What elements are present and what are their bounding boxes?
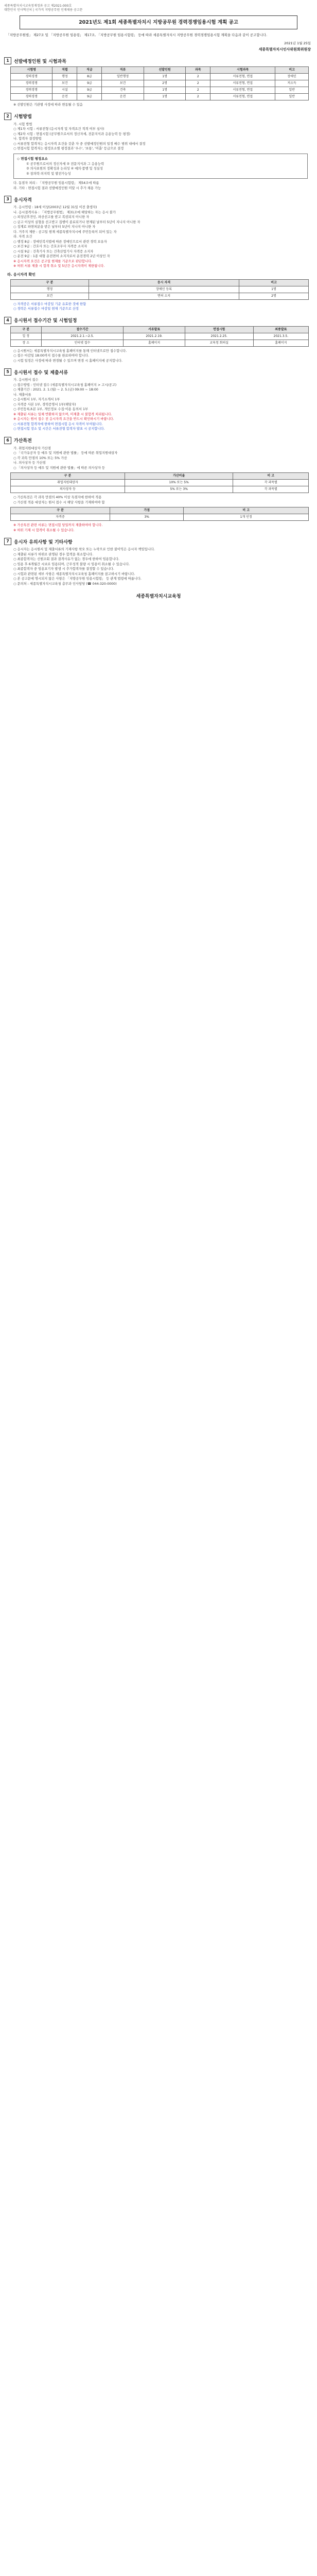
table-cell: 1개 인정 bbox=[184, 514, 309, 521]
text-line: ○ 각 과목 만점의 10% 또는 5% 가산 bbox=[13, 456, 67, 460]
table-header-cell: 가산비율 bbox=[125, 473, 233, 480]
table-cell: 1명 bbox=[144, 94, 185, 100]
section-6-lines bbox=[4, 446, 313, 471]
table-header-cell: 비 고 bbox=[184, 507, 309, 514]
text-line: ※ 허위 기재 시 합격이 취소될 수 있습니다. bbox=[13, 528, 75, 532]
table-header-cell: 선발인원 bbox=[144, 67, 185, 74]
table-header-cell: 구 분 bbox=[11, 507, 110, 514]
table-header-cell: 시험과목 bbox=[210, 67, 275, 74]
selection-note: ※ 선발인원은 기관별 사정에 따라 변동될 수 있음 bbox=[13, 103, 83, 107]
eligibility-table bbox=[10, 279, 309, 300]
table-cell: 저소득 bbox=[275, 80, 309, 87]
table-cell: 각 과목별 bbox=[233, 480, 309, 486]
table-cell: 2021.2.25. bbox=[185, 333, 253, 340]
text-line: ○ 접수 마감일 18:00까지 접수를 완료하여야 합니다. bbox=[13, 354, 90, 358]
table-cell: 각 과목별 bbox=[233, 486, 309, 493]
section-4-title: 응시원서 접수기간 및 시험일정 bbox=[14, 318, 77, 324]
interview-criteria-box bbox=[13, 154, 308, 179]
text-line: ○ 응시원서 1부, 자기소개서 1부 bbox=[13, 398, 60, 401]
table-cell: 2 bbox=[186, 80, 210, 87]
table-cell: 2 bbox=[186, 74, 210, 80]
table-cell: 9급 bbox=[77, 80, 102, 87]
issuing-org: 세종특별자치시인사위원회위원장 bbox=[258, 47, 311, 52]
table-cell: 일반행정 bbox=[102, 74, 144, 80]
section-3-heading bbox=[4, 196, 313, 203]
selection-table bbox=[10, 66, 309, 100]
table-cell: 교육청 회의실 bbox=[185, 340, 253, 346]
table-row bbox=[11, 286, 309, 293]
text-line: 나. 제출서류 bbox=[13, 393, 31, 397]
table-header-cell: 구 분 bbox=[11, 326, 42, 333]
section-3-number: 3 bbox=[4, 196, 11, 203]
table-row bbox=[11, 333, 309, 340]
text-line: 나. 응시결격사유 : 「지방공무원법」 제31조에 해당하는 자는 응시 불가 bbox=[13, 210, 116, 214]
table-cell: 2명 bbox=[239, 293, 308, 299]
table-cell: 면허 소지 bbox=[89, 293, 239, 299]
text-line: ※ 응시자격 요건은 공고일 현재를 기준으로 판단합니다. bbox=[13, 259, 93, 263]
table-cell: 의사상자 등 bbox=[11, 486, 125, 493]
text-line: ○ 시험과 관련된 세부 사항은 세종특별자치시교육청 홈페이지를 참고하시기 바랍니다. bbox=[13, 572, 135, 576]
text-line: ○ 피성년후견인, 파산선고를 받고 복권되지 아니한 자 bbox=[13, 215, 90, 219]
text-line: ○ 징계로 파면처분을 받은 날부터 5년이 지나지 아니한 자 bbox=[13, 225, 96, 229]
text-line: ○ 보건 9급 : 간호사 또는 간호조무사 자격증 소지자 bbox=[13, 245, 87, 248]
text-line: ○ 행정 8급 : 장애인복지법에 따른 장애인으로서 관련 경력 보유자 bbox=[13, 240, 107, 244]
bonus-sub-table bbox=[10, 507, 309, 521]
table-cell: 9급 bbox=[77, 94, 102, 100]
text-line: ○ 자격증 사본 1부, 경력증명서 1부(해당자) bbox=[13, 402, 76, 406]
section-3-subtitle: 라. 응시자격 확인 bbox=[7, 272, 36, 277]
section-5-heading bbox=[4, 368, 313, 376]
text-line: 가. 취업지원대상자 가산점 bbox=[13, 446, 51, 450]
text-line: 가. 응시연령 : 18세 이상(2003년 12월 31일 이전 출생자) bbox=[13, 206, 97, 209]
section-4-lines bbox=[4, 349, 313, 364]
text-line: ⑤ 창의력·의지력 및 발전가능성 bbox=[26, 172, 71, 176]
table-cell: 홈페이지 bbox=[124, 340, 185, 346]
table-row bbox=[11, 293, 309, 299]
table-cell: 2 bbox=[186, 87, 210, 94]
table-header-cell: 시험명 bbox=[11, 67, 52, 74]
table-header-cell: 과목 bbox=[186, 67, 210, 74]
section-1 bbox=[4, 57, 313, 108]
section-2-heading bbox=[4, 113, 313, 120]
table-header-cell: 접수기간 bbox=[41, 326, 124, 333]
section-6-tail bbox=[4, 495, 313, 505]
section-2-lines bbox=[4, 122, 313, 151]
text-line: ① 공무원으로서의 정신자세 ② 전문지식과 그 응용능력 bbox=[26, 162, 104, 166]
text-line: ※ 허위 서류 제출 시 합격 취소 및 5년간 응시자격이 제한됩니다. bbox=[13, 264, 105, 268]
table-cell: 운전 bbox=[102, 94, 144, 100]
table-row bbox=[11, 94, 309, 100]
text-line: ○ 서류전형 합격자는 응시자격 요건을 갖춘 자 중 선발예정인원의 일정 배수 범위 내에서 결정 bbox=[13, 142, 146, 146]
section-5-number: 5 bbox=[4, 368, 11, 376]
section-5-warnings bbox=[4, 412, 313, 422]
table-header-cell: 직류 bbox=[102, 67, 144, 74]
table-cell: 취업지원대상자 bbox=[11, 480, 125, 486]
table-row bbox=[11, 514, 309, 521]
notice-title: 2021년도 제1회 세종특별자치시 지방공무원 경력경쟁임용시험 계획 공고 bbox=[79, 20, 238, 25]
section-7-lines bbox=[4, 547, 313, 586]
table-header-cell: 서류발표 bbox=[124, 326, 185, 333]
table-cell: 인터넷 접수 bbox=[41, 340, 124, 346]
schedule-table bbox=[10, 326, 309, 347]
text-line: 가. 시험 방법 bbox=[13, 122, 32, 126]
table-cell: 서류전형, 면접 bbox=[210, 94, 275, 100]
section-1-number: 1 bbox=[4, 57, 11, 64]
text-line: ○ 시험 일정은 사정에 따라 변경될 수 있으며 변경 시 홈페이지에 공지합니다. bbox=[13, 359, 122, 363]
section-7-heading bbox=[4, 538, 313, 545]
section-1-title: 선발예정인원 및 시험과목 bbox=[14, 59, 66, 64]
section-6-warnings bbox=[4, 523, 313, 533]
table-cell: 시설 bbox=[52, 87, 77, 94]
text-line: ○ 시설 9급 : 건축기사 또는 건축산업기사 자격증 소지자 bbox=[13, 249, 94, 253]
table-header-cell: 최종발표 bbox=[253, 326, 308, 333]
table-cell: 경력경쟁 bbox=[11, 87, 52, 94]
section-5-notes bbox=[4, 422, 313, 432]
text-line: ○ 제출기간 : 2021. 2. 1.(월) ~ 2. 5.(금) 09:00 ~ 18:00 bbox=[13, 388, 98, 392]
header-line-2: 대한민국 인사혁신처 | 국가직 지방공무원 인재채용 공고문 bbox=[4, 8, 83, 12]
section-4 bbox=[4, 317, 313, 364]
section-6-title: 가산특전 bbox=[14, 438, 32, 444]
text-line: ○ 「의사상자 등 예우 및 지원에 관한 법률」에 따른 의사상자 등 bbox=[13, 466, 105, 470]
table-cell: 서류전형, 면접 bbox=[210, 87, 275, 94]
text-line: ○ 자격증은 서류접수 마감일 기준 유효한 것에 한함 bbox=[13, 302, 86, 306]
text-line: ○ 제출된 서류가 허위로 판명된 경우 합격을 취소합니다. bbox=[13, 552, 94, 556]
table-row bbox=[11, 480, 309, 486]
text-line: 다. 거주지 제한 : 공고일 현재 세종특별자치시에 주민등록이 되어 있는 자 bbox=[13, 230, 117, 234]
table-cell: 1명 bbox=[144, 74, 185, 80]
text-line: ※ 가산특전 관련 서류는 면접시험 당일까지 제출하여야 합니다. bbox=[13, 523, 103, 527]
text-line: ※ 제출된 서류는 일체 반환하지 않으며, 미제출 시 불합격 처리됩니다. bbox=[13, 412, 112, 416]
section-5-title: 응시원서 접수 및 제출서류 bbox=[14, 370, 68, 376]
section-1-heading bbox=[4, 57, 313, 64]
text-line: ○ 서류전형 합격자에 한하여 면접시험 응시 자격이 부여됩니다. bbox=[13, 422, 103, 426]
text-line: ○ 금고 이상의 실형을 선고받고 집행이 종료되거나 면제된 날부터 5년이 지나지 아니한 자 bbox=[13, 220, 140, 224]
section-2-tail bbox=[4, 181, 313, 191]
text-line: ※ 응시자는 원서 접수 전 응시자격 요건을 반드시 확인하시기 바랍니다. bbox=[13, 417, 114, 421]
table-cell: 장 소 bbox=[11, 340, 42, 346]
text-line: ○ 제2차 시험 : 면접시험 (공무원으로서의 정신자세, 전문지식과 응용능력 등 평정) bbox=[13, 132, 131, 136]
intro-text: 「지방공무원법」 제27조 및 「지방공무원 임용령」 제17조, 「지방공무원 임용시험령」 등에 따라 세종특별자치시 지방공무원 경력경쟁임용시험 계획을 다음과 같이 공고합니다. bbox=[6, 33, 268, 37]
table-row bbox=[11, 74, 309, 80]
table-cell: 2021.2.1.~2.5. bbox=[41, 333, 124, 340]
table-cell: 8급 bbox=[77, 74, 102, 80]
table-cell: 서류전형, 면접 bbox=[210, 80, 275, 87]
text-line: ○ 접수방법 : 인터넷 접수 (세종특별자치시교육청 홈페이지 > 고시/공고) bbox=[13, 383, 117, 387]
section-6 bbox=[4, 437, 313, 533]
section-7 bbox=[4, 538, 313, 586]
table-cell: 9급 bbox=[77, 87, 102, 94]
text-line: ○ 면접시험 합격자는 평정요소별 평정결과 '우수', '보통', '미흡' 등급으로 결정 bbox=[13, 147, 124, 150]
table-cell: 자격증 bbox=[11, 514, 110, 521]
table-cell: 1명 bbox=[239, 286, 308, 293]
section-3 bbox=[4, 196, 313, 312]
section-5 bbox=[4, 368, 313, 432]
text-line: ○ 임용 후 6개월간 시보로 임용되며, 근무성적 불량 시 임용이 취소될 수 있습니다. bbox=[13, 562, 130, 566]
interview-criteria-list bbox=[17, 162, 304, 177]
text-line: ○ 응시자는 응시원서 및 제출서류의 기재사항 착오 또는 누락으로 인한 불이익은 응시자 책임입니다. bbox=[13, 548, 155, 551]
table-cell: 행정 bbox=[11, 286, 89, 293]
table-cell: 운전 bbox=[52, 94, 77, 100]
section-5-lines bbox=[4, 378, 313, 412]
table-cell: 10% 또는 5% bbox=[125, 480, 233, 486]
text-line: ○ 본 공고문에 명시되지 않은 사항은 「지방공무원 임용시험령」 등 관계 법령에 따릅니다. bbox=[13, 577, 142, 581]
table-header-cell: 직렬 bbox=[52, 67, 77, 74]
section-3-notes bbox=[4, 302, 313, 312]
text-line: 나. 의사상자 등 가산점 bbox=[13, 461, 46, 465]
text-line: ○ 가산특전은 각 과목 만점의 40% 이상 득점자에 한하여 적용 bbox=[13, 496, 102, 499]
text-line: ○ 면접시험 장소 및 시간은 서류전형 합격자 발표 시 공지합니다. bbox=[13, 427, 105, 431]
table-cell: 경력경쟁 bbox=[11, 94, 52, 100]
table-header-cell: 가점 bbox=[110, 507, 184, 514]
interview-criteria-title: ◇ 면접시험 평정요소 bbox=[17, 156, 48, 161]
text-line: ○ 최종합격자 중 임용포기자 발생 시 추가합격자를 결정할 수 있습니다. bbox=[13, 567, 114, 571]
table-cell: 일반 bbox=[275, 94, 309, 100]
table-cell: 홈페이지 bbox=[253, 340, 308, 346]
text-line: ○ 응시원서는 세종특별자치시교육청 홈페이지를 통해 인터넷으로만 접수합니다. bbox=[13, 349, 127, 353]
section-3-lines bbox=[4, 205, 313, 259]
table-cell: 2명 bbox=[144, 80, 185, 87]
table-cell: 일 정 bbox=[11, 333, 42, 340]
notice-date: 2021년 1월 25일 bbox=[284, 41, 311, 45]
text-line: ○ 「국가유공자 등 예우 및 지원에 관한 법률」 등에 따른 취업지원대상자 bbox=[13, 451, 118, 455]
header-line-1: 세종특별자치시교육청재정과 공고 제2021-000호 bbox=[4, 4, 72, 8]
text-line: ○ 제1차 시험 : 서류전형 (응시자격 및 자격요건 적격 여부 심사) bbox=[13, 127, 104, 131]
section-2 bbox=[4, 113, 313, 191]
table-cell: 보건 bbox=[52, 80, 77, 87]
bonus-table bbox=[10, 472, 309, 493]
table-cell: 보건 bbox=[102, 80, 144, 87]
table-cell: 5% 또는 3% bbox=[125, 486, 233, 493]
text-line: ③ 의사표현의 정확성과 논리성 ④ 예의·품행 및 성실성 bbox=[26, 167, 103, 171]
notice-page bbox=[4, 0, 313, 599]
text-line: 가. 응시원서 접수 bbox=[13, 378, 39, 382]
section-6-number: 6 bbox=[4, 437, 11, 444]
text-line: 라. 기타 : 면접시험 결과 선발예정인원 미달 시 추가 채용 가능 bbox=[13, 186, 101, 190]
table-cell: 2021.2.19. bbox=[124, 333, 185, 340]
section-3-warnings bbox=[4, 259, 313, 269]
table-cell: 경력경쟁 bbox=[11, 74, 52, 80]
table-cell: 2021.3.5. bbox=[253, 333, 308, 340]
table-cell: 3% bbox=[110, 514, 184, 521]
table-header-cell: 비고 bbox=[239, 279, 308, 286]
section-4-number: 4 bbox=[4, 317, 11, 324]
section-2-number: 2 bbox=[4, 113, 11, 120]
table-header-cell: 구 분 bbox=[11, 279, 89, 286]
table-cell: 장애인 bbox=[275, 74, 309, 80]
table-cell: 서류전형, 면접 bbox=[210, 74, 275, 80]
table-row bbox=[11, 340, 309, 346]
section-3-title: 응시자격 bbox=[14, 197, 32, 203]
table-header-cell: 직급 bbox=[77, 67, 102, 74]
table-cell: 경력경쟁 bbox=[11, 80, 52, 87]
text-line: 다. 동점자 처리 : 「지방공무원 임용시험령」 제54조에 따름 bbox=[13, 181, 99, 185]
notice-title-box bbox=[20, 15, 297, 29]
table-header-cell: 비고 bbox=[275, 67, 309, 74]
table-cell: 장애인 등록 bbox=[89, 286, 239, 293]
table-row bbox=[11, 87, 309, 94]
table-cell: 2 bbox=[186, 94, 210, 100]
table-row bbox=[11, 80, 309, 87]
text-line: 라. 자격 요건 bbox=[13, 235, 32, 239]
text-line: ○ 문의처 : 세종특별자치시교육청 총무과 인사담당 (☎ 044-320-0000) bbox=[13, 582, 117, 586]
text-line: 나. 합격자 결정방법 bbox=[13, 137, 42, 141]
table-header-cell: 비 고 bbox=[233, 473, 309, 480]
section-2-title: 시험방법 bbox=[14, 114, 32, 120]
table-cell: 건축 bbox=[102, 87, 144, 94]
text-line: ○ 경력은 서류접수 마감일 현재 기준으로 산정 bbox=[13, 307, 79, 311]
footer-signature: 세종특별자치시교육청 bbox=[136, 594, 181, 599]
table-header-cell: 응시 자격 bbox=[89, 279, 239, 286]
section-4-heading bbox=[4, 317, 313, 324]
text-line: ○ 주민등록초본 1부, 개인정보 수집·이용 동의서 1부 bbox=[13, 408, 89, 411]
section-7-number: 7 bbox=[4, 538, 11, 545]
table-cell: 일반 bbox=[275, 87, 309, 94]
text-line: ○ 운전 9급 : 1종 대형 운전면허 소지자로서 운전경력 2년 이상인 자 bbox=[13, 255, 110, 258]
text-line: ○ 최종합격자는 신원조회 결과 결격사유가 없는 경우에 한하여 임용합니다. bbox=[13, 557, 119, 561]
section-7-title: 응시자 유의사항 및 기타사항 bbox=[14, 539, 73, 545]
table-header-cell: 구 분 bbox=[11, 473, 125, 480]
table-cell: 보건 bbox=[11, 293, 89, 299]
header-meta bbox=[4, 4, 313, 12]
table-cell: 행정 bbox=[52, 74, 77, 80]
section-6-heading bbox=[4, 437, 313, 444]
table-cell: 1명 bbox=[144, 87, 185, 94]
table-header-cell: 면접시험 bbox=[185, 326, 253, 333]
table-row bbox=[11, 486, 309, 493]
text-line: ○ 가산점 적용 대상자는 원서 접수 시 해당 사항을 기재하여야 함 bbox=[13, 500, 105, 504]
